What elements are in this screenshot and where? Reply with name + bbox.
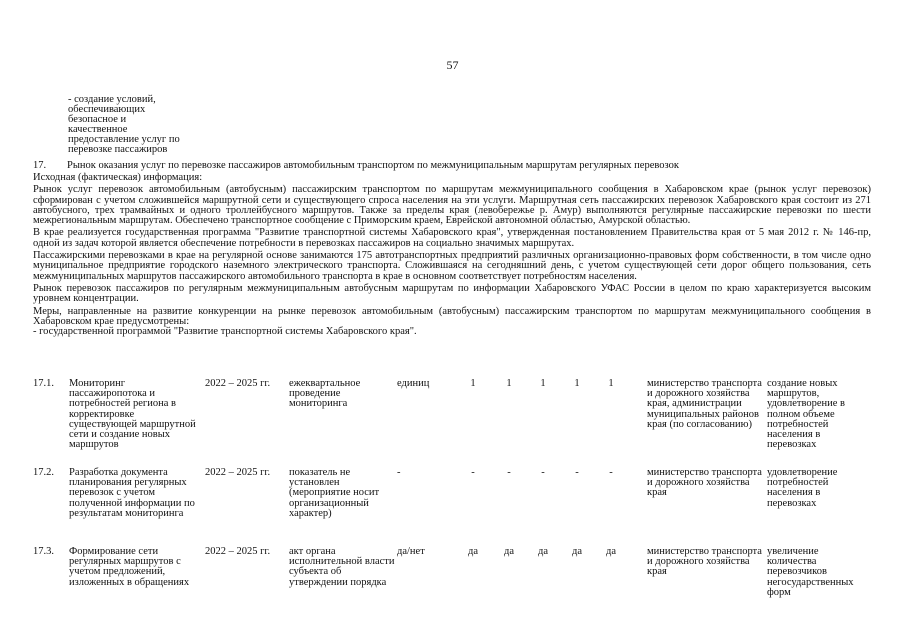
paragraph: Меры, направленные на развитие конкуренции на рынке перевозок автомобильным (автобусным) пассажирским транспортом по маршрутам межмуниципального сообщения в Хабаровском крае предусмотрены: <box>33 305 871 327</box>
value-5: 1 <box>608 378 614 389</box>
unit: да/нет <box>397 546 425 557</box>
value-5: да <box>605 546 616 557</box>
row-number: 17.1. <box>33 378 54 389</box>
expected-result: удовлетворение потребностей населения в перевозках <box>767 467 838 509</box>
paragraph: - государственной программой "Развитие транспортной системы Хабаровского края". <box>33 326 417 338</box>
value-2: да <box>503 546 514 557</box>
measure-name: Мониторинг пассажиропотока и потребностей региона в корректировке существующей маршрутной сети и создание новых маршрутов <box>69 378 196 451</box>
period: 2022 – 2025 гг. <box>205 378 271 389</box>
responsible: министерство транспорта и дорожного хозяйства края <box>647 546 762 578</box>
indicator: акт органа исполнительной власти субъекта об утверждении порядка <box>289 546 395 588</box>
value-5: - <box>609 467 613 478</box>
responsible: министерство транспорта и дорожного хозяйства края <box>647 467 762 499</box>
value-2: - <box>507 467 511 478</box>
row-number: 17.2. <box>33 467 54 478</box>
section-title: Рынок оказания услуг по перевозке пассажиров автомобильным транспортом по межмуниципальным маршрутам регулярных перевозок <box>67 160 679 171</box>
paragraph: Рынок услуг перевозок автомобильным (автобусным) пассажирским транспортом по маршрутам межмуниципального сообщения в Хабаровском крае (рынок услуг перевозок) сформирован с учетом сложившейся маршрутной сети и существующего спроса населения на эти услуги. Маршрутная сеть пассажирских перевозок Хабаровского края состоит из 271 автобусного, трех трамвайных и одного троллейбусного маршрутов. Также за пределы края (левобережье р. Амур) выполняются регулярные пассажирские перевозки по шести межрегиональным маршрутам. Обеспечено транспортное сообщение с Приморским краем, Еврейской автономной областью, Амурской областью. <box>33 184 871 227</box>
measure-name: Разработка документа планирования регулярных перевозок с учетом полученной информации по результатам мониторинга <box>69 467 195 519</box>
continued-result-text: - создание условий, обеспечивающих безопасное и качественное предоставление услуг по перевозке пассажиров <box>68 94 180 155</box>
unit: - <box>397 467 401 478</box>
indicator: ежеквартальное проведение мониторинга <box>289 378 361 410</box>
section-heading <box>33 160 679 172</box>
value-1: 1 <box>470 378 476 389</box>
responsible: министерство транспорта и дорожного хозяйства края, администрации муниципальных районов края (по согласованию) <box>647 378 762 430</box>
paragraph: Рынок перевозок пассажиров по регулярным межмуниципальным автобусным маршрутам по информации Хабаровского УФАС России в целом по краю характеризуется высоким уровнем концентрации. <box>33 282 871 305</box>
value-3: 1 <box>540 378 546 389</box>
period: 2022 – 2025 гг. <box>205 546 271 557</box>
unit: единиц <box>397 378 430 389</box>
measure-name: Формирование сети регулярных маршрутов с учетом предложений, изложенных в обращениях <box>69 546 190 588</box>
page-number: 57 <box>446 58 459 72</box>
value-4: 1 <box>574 378 580 389</box>
period: 2022 – 2025 гг. <box>205 467 271 478</box>
value-2: 1 <box>506 378 512 389</box>
paragraph: В крае реализуется государственная программа "Развитие транспортной системы Хабаровского края", утвержденная постановлением Правительства края от 5 мая 2012 г. № 146-пр, одной из задач которой является обеспечение потребности в перевозках пассажиров на социально значимых маршрутах. <box>33 227 871 249</box>
section-number: 17. <box>33 160 47 171</box>
value-3: - <box>541 467 545 478</box>
paragraph: Пассажирскими перевозками в крае на регулярной основе занимаются 175 автотранспортных предприятий различных организационно-правовых форм собственности, в том числе одно муниципальное предприятие городского наземного электрического транспорта. Сложившаяся на сегодняшний день, с учетом существующей сети дорог общего пользования, сеть межмуниципальных маршрутов пассажирского автомобильного транспорта в крае в основном соответствует потребностям населения. <box>33 250 871 282</box>
value-3: да <box>537 546 548 557</box>
section-body <box>33 173 871 339</box>
value-4: да <box>571 546 582 557</box>
paragraph: Исходная (фактическая) информация: <box>33 172 203 183</box>
value-4: - <box>575 467 579 478</box>
indicator: показатель не установлен (мероприятие носит организационный характер) <box>289 467 380 519</box>
value-1: да <box>467 546 478 557</box>
value-1: - <box>471 467 475 478</box>
expected-result: увеличение количества перевозчиков негосударственных форм <box>767 546 854 598</box>
row-number: 17.3. <box>33 546 54 557</box>
expected-result: создание новых маршрутов, удовлетворение в полном объеме потребностей населения в перевозках <box>767 378 846 451</box>
